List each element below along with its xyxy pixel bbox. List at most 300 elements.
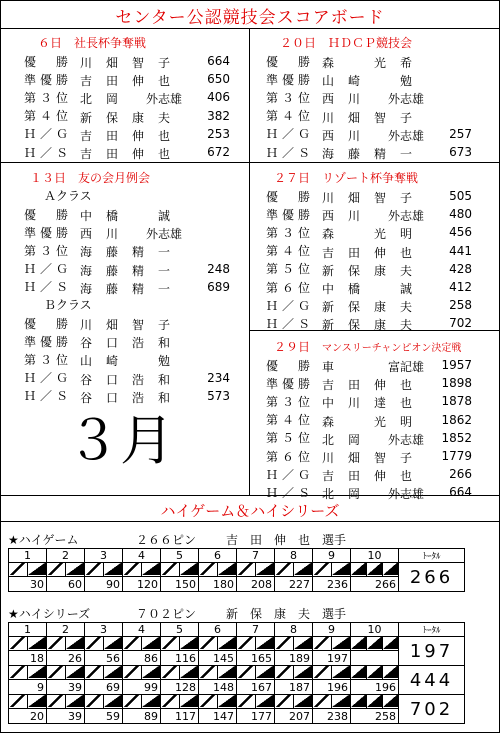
roll-box [47, 563, 66, 577]
panel-header: ２０日 ＨＤＣＰ競技会 [280, 36, 413, 50]
roll-box [237, 637, 256, 651]
name-char: 夫 [399, 300, 413, 315]
roll-box [104, 563, 123, 577]
result-row [24, 52, 244, 70]
name-char: 精 [131, 263, 145, 278]
cumulative-score: 147 [199, 709, 237, 724]
roll-mark [294, 694, 312, 707]
roll-mark [85, 562, 103, 575]
roll-mark [313, 562, 331, 575]
name-char: 海 [79, 245, 93, 260]
roll-mark [351, 665, 366, 678]
rank-label: Ｈ／Ｓ [24, 145, 68, 160]
name-char: 新 [321, 300, 335, 315]
result-row [266, 52, 496, 70]
roll-mark [275, 636, 293, 649]
player-name [76, 352, 194, 369]
score-value: 1862 [441, 412, 472, 427]
name-char: 吉 [79, 147, 93, 162]
roll-box [332, 695, 351, 709]
result-row [24, 332, 244, 350]
high-series-pins: ７０２ピン [136, 607, 197, 621]
roll-box [275, 637, 294, 651]
roll-mark [313, 636, 331, 649]
panel-header: １３日 友の会月例会 [30, 171, 151, 185]
roll-mark [351, 694, 366, 707]
player-name [76, 243, 194, 260]
frame-number: 7 [237, 549, 275, 563]
score-value: 253 [207, 126, 230, 141]
roll-mark [104, 694, 122, 707]
frame-number: 10 [351, 623, 399, 637]
roll-box [383, 637, 399, 651]
roll-mark [383, 562, 398, 575]
roll-mark [142, 694, 160, 707]
roll-box [351, 563, 367, 577]
cumulative-score: 116 [161, 651, 199, 666]
name-char: 也 [157, 74, 171, 89]
rank-label: Ｈ／Ｓ [24, 389, 68, 404]
player-name [76, 262, 194, 276]
name-char: 川 [347, 128, 361, 143]
player-name [318, 376, 436, 393]
name-char: 智 [131, 318, 145, 333]
name-char: 中 [321, 282, 335, 297]
frame-number: 1 [9, 623, 47, 637]
score-value: 664 [449, 485, 472, 500]
bowling-title: ハイゲーム＆ハイシリーズ [160, 502, 340, 520]
cumulative-score: 18 [9, 651, 47, 666]
roll-mark [256, 665, 274, 678]
name-char: 森 [321, 56, 335, 71]
frame-number: 1 [9, 549, 47, 563]
result-row [266, 429, 498, 447]
cumulative-score: 59 [85, 709, 123, 724]
player-name [318, 225, 436, 242]
panel-header: ２７日 リゾート杯争奪戦 [274, 171, 419, 185]
cumulative-score: 177 [237, 709, 275, 724]
name-char: 也 [399, 396, 413, 411]
roll-box [237, 563, 256, 577]
result-list [266, 52, 496, 161]
rank-label: 優勝 [24, 54, 68, 69]
name-char: 谷 [79, 336, 93, 351]
name-char: 和 [157, 390, 171, 405]
frame-number: 7 [237, 623, 275, 637]
roll-mark [383, 665, 398, 678]
roll-box [28, 563, 47, 577]
player-name [318, 316, 436, 333]
name-char: 森 [321, 227, 335, 242]
high-game-pins: ２６６ピン [136, 533, 197, 547]
roll-box [199, 666, 218, 680]
name-char: 川 [79, 318, 93, 333]
rank-label: Ｈ／Ｓ [24, 280, 68, 295]
roll-mark [367, 665, 382, 678]
rank-label: Ｈ／Ｇ [266, 127, 310, 142]
page-title: センター公認競技会スコアボード [115, 8, 385, 28]
name-char: 外志雄 [387, 432, 425, 447]
panel-header [266, 338, 498, 356]
roll-mark [66, 665, 84, 678]
result-list [266, 356, 498, 502]
name-char: 畑 [347, 451, 361, 466]
score-value: 1898 [441, 376, 472, 391]
cumulative-score: 167 [237, 680, 275, 695]
cumulative-score: 90 [85, 577, 123, 592]
roll-box [161, 695, 180, 709]
cumulative-score: 9 [9, 680, 47, 695]
name-char: 浩 [131, 372, 145, 387]
roll-box [332, 666, 351, 680]
name-char: 山 [79, 354, 93, 369]
cumulative-score: 196 [351, 680, 399, 695]
name-char: 康 [131, 110, 145, 125]
roll-box [85, 637, 104, 651]
rank-label: Ｈ／Ｓ [266, 145, 310, 160]
player-name [76, 280, 194, 294]
score-value: 428 [449, 261, 472, 276]
result-row [266, 143, 496, 161]
name-char: 川 [321, 110, 335, 125]
name-char: 岡 [105, 92, 119, 107]
result-row [24, 314, 244, 332]
high-game-player: 吉 田 伸 也 選手 [226, 533, 347, 547]
roll-mark [367, 694, 382, 707]
name-char: 藤 [347, 147, 361, 162]
roll-mark [332, 636, 350, 649]
result-row [266, 356, 498, 374]
frame-number: 6 [199, 623, 237, 637]
result-row [266, 374, 498, 392]
rank-label: Ｈ／Ｇ [266, 298, 310, 313]
roll-box [237, 666, 256, 680]
roll-mark [218, 636, 236, 649]
cumulative-score: 128 [161, 680, 199, 695]
high-game-label: ★ハイゲーム [8, 533, 79, 547]
name-char: 新 [321, 263, 335, 278]
name-char: 西 [79, 227, 93, 242]
cumulative-score: 236 [313, 577, 351, 592]
score-value: 406 [207, 90, 230, 105]
name-char: 川 [347, 396, 361, 411]
name-char: 外志雄 [387, 92, 425, 107]
roll-box [9, 695, 28, 709]
name-char: 子 [399, 451, 413, 466]
name-char: 康 [373, 318, 387, 333]
roll-box [351, 637, 367, 651]
player-name [318, 207, 436, 224]
rank-label: 優勝 [266, 54, 310, 69]
roll-box [383, 666, 399, 680]
cumulative-score: 56 [85, 651, 123, 666]
roll-box [180, 695, 199, 709]
name-char: 川 [321, 451, 335, 466]
roll-mark [47, 562, 65, 575]
roll-mark [123, 694, 141, 707]
roll-mark [9, 562, 27, 575]
roll-box [351, 695, 367, 709]
name-char: 外志雄 [387, 128, 425, 143]
player-name [318, 298, 436, 315]
player-name [76, 316, 194, 333]
cumulative-score: 189 [275, 651, 313, 666]
roll-box [275, 695, 294, 709]
cumulative-score: 20 [9, 709, 47, 724]
score-value: 573 [207, 388, 230, 403]
frame-number: 3 [85, 623, 123, 637]
name-char: 新 [321, 318, 335, 333]
roll-box [161, 637, 180, 651]
game-total: 266 [399, 563, 465, 592]
player-name [76, 207, 194, 224]
roll-mark [85, 665, 103, 678]
cumulative-score: 187 [275, 680, 313, 695]
roll-mark [66, 562, 84, 575]
name-char: 夫 [399, 263, 413, 278]
roll-box [256, 666, 275, 680]
result-row [266, 107, 496, 125]
player-name [76, 72, 194, 89]
roll-box [367, 637, 383, 651]
roll-box [85, 695, 104, 709]
roll-mark [161, 636, 179, 649]
score-value: 672 [207, 145, 230, 160]
roll-mark [28, 562, 46, 575]
name-char: 吉 [321, 469, 335, 484]
roll-mark [256, 694, 274, 707]
result-row [266, 88, 496, 106]
score-value: 441 [449, 243, 472, 258]
name-char: 也 [157, 147, 171, 162]
rank-label: 第３位 [24, 90, 68, 105]
divider-top [0, 28, 500, 29]
frame-number: 4 [123, 623, 161, 637]
result-row [24, 278, 244, 296]
name-char: 岡 [347, 487, 361, 502]
result-row [266, 411, 498, 429]
name-char: 田 [105, 128, 119, 143]
roll-box [351, 666, 367, 680]
name-char: 西 [321, 92, 335, 107]
rank-label: 優勝 [266, 189, 310, 204]
name-char: 吉 [321, 378, 335, 393]
roll-box [66, 637, 85, 651]
name-char: 達 [373, 396, 387, 411]
result-row [24, 223, 244, 241]
player-name [318, 72, 436, 89]
name-char: 保 [105, 110, 119, 125]
score-value: 382 [207, 108, 230, 123]
rank-label: 準優勝 [266, 376, 310, 391]
rank-label: 優勝 [24, 207, 68, 222]
cumulative-score: 86 [123, 651, 161, 666]
player-name [318, 127, 436, 141]
class-a-label: Ａクラス [44, 189, 92, 203]
frame-number: 10 [351, 549, 399, 563]
rank-label: 第３位 [24, 352, 68, 367]
result-row [24, 125, 244, 143]
roll-box [383, 695, 399, 709]
player-name [318, 358, 436, 375]
name-char: 子 [399, 191, 413, 206]
cumulative-score: 238 [313, 709, 351, 724]
rank-label: Ｈ／Ｇ [24, 371, 68, 386]
result-row [266, 483, 498, 501]
name-char: 北 [321, 487, 335, 502]
roll-box [332, 563, 351, 577]
roll-mark [85, 636, 103, 649]
roll-box [199, 637, 218, 651]
roll-mark [237, 562, 255, 575]
name-char: 口 [105, 336, 119, 351]
roll-mark [383, 694, 398, 707]
roll-box [85, 666, 104, 680]
name-char: 子 [157, 56, 171, 71]
name-char: 川 [321, 191, 335, 206]
roll-box [123, 563, 142, 577]
player-name [318, 467, 436, 484]
player-name [318, 262, 436, 276]
name-char: 藤 [105, 263, 119, 278]
roll-mark [85, 694, 103, 707]
total-header: ﾄｰﾀﾙ [399, 623, 465, 637]
name-char: 浩 [131, 390, 145, 405]
name-char: 口 [105, 372, 119, 387]
player-name [318, 280, 436, 297]
rank-label: 第３位 [266, 90, 310, 105]
cumulative-score: 145 [199, 651, 237, 666]
score-value: 266 [449, 467, 472, 482]
cumulative-score: 208 [237, 577, 275, 592]
roll-mark [332, 665, 350, 678]
roll-box [218, 563, 237, 577]
name-char: 智 [373, 191, 387, 206]
rank-label: 第５位 [266, 431, 310, 446]
panel-13th [24, 169, 244, 405]
score-value: 1779 [441, 449, 472, 464]
player-name [76, 225, 194, 242]
roll-box [104, 637, 123, 651]
name-char: 光 [373, 227, 387, 242]
frame-number: 8 [275, 549, 313, 563]
roll-box [199, 695, 218, 709]
rank-label: 第５位 [266, 262, 310, 277]
result-list [266, 187, 496, 333]
frame-number: 2 [47, 623, 85, 637]
high-series-player: 新 保 康 夫 選手 [226, 607, 347, 621]
roll-box [294, 637, 313, 651]
name-char: 田 [347, 245, 361, 260]
game-total: 197 [399, 637, 465, 666]
result-row [266, 260, 496, 278]
name-char: 川 [347, 209, 361, 224]
cumulative-score: 227 [275, 577, 313, 592]
roll-box [313, 666, 332, 680]
roll-mark [161, 562, 179, 575]
score-value: 412 [449, 280, 472, 295]
game-total: 702 [399, 695, 465, 724]
name-char: 中 [321, 396, 335, 411]
player-name [318, 145, 436, 162]
name-char: 外志雄 [145, 92, 183, 107]
roll-mark [294, 636, 312, 649]
result-row [266, 465, 498, 483]
name-char: 北 [321, 432, 335, 447]
roll-mark [180, 562, 198, 575]
result-row [24, 350, 244, 368]
player-name [76, 90, 194, 107]
result-row [24, 205, 244, 223]
name-char: 夫 [399, 318, 413, 333]
result-list [24, 52, 244, 161]
roll-mark [199, 562, 217, 575]
total-header: ﾄｰﾀﾙ [399, 549, 465, 563]
roll-box [275, 666, 294, 680]
frame-number: 6 [199, 549, 237, 563]
result-row [24, 88, 244, 106]
player-name [318, 413, 436, 427]
name-char: 希 [399, 56, 413, 71]
rank-label: Ｈ／Ｇ [266, 467, 310, 482]
roll-box [123, 695, 142, 709]
roll-mark [47, 636, 65, 649]
name-char: 精 [131, 245, 145, 260]
high-game-title [8, 531, 346, 548]
roll-box [66, 563, 85, 577]
roll-mark [123, 636, 141, 649]
panel-29th [266, 338, 498, 502]
name-char: 西 [321, 209, 335, 224]
roll-mark [142, 636, 160, 649]
name-char: 崎 [347, 74, 361, 89]
name-char: 川 [105, 227, 119, 242]
player-name [318, 485, 436, 502]
cumulative-score: 148 [199, 680, 237, 695]
frame-number: 3 [85, 549, 123, 563]
name-char: 北 [79, 92, 93, 107]
result-row [24, 107, 244, 125]
roll-mark [275, 562, 293, 575]
player-name [318, 189, 436, 206]
roll-box [313, 563, 332, 577]
roll-mark [28, 694, 46, 707]
roll-box [294, 563, 313, 577]
rank-label: 準優勝 [266, 72, 310, 87]
roll-mark [28, 665, 46, 678]
cumulative-score: 26 [47, 651, 85, 666]
name-char: 一 [399, 147, 413, 162]
roll-box [367, 695, 383, 709]
result-row [266, 314, 496, 332]
roll-mark [237, 665, 255, 678]
game-total: 444 [399, 666, 465, 695]
roll-box [313, 637, 332, 651]
roll-box [256, 563, 275, 577]
player-name [318, 431, 436, 445]
rank-label: Ｈ／Ｓ [266, 485, 310, 500]
name-char: 智 [373, 451, 387, 466]
cumulative-score: 120 [123, 577, 161, 592]
score-value: 664 [207, 54, 230, 69]
name-char: 勉 [399, 74, 413, 89]
roll-box [28, 637, 47, 651]
result-row [266, 278, 496, 296]
name-char: 口 [105, 390, 119, 405]
roll-mark [313, 694, 331, 707]
roll-box [294, 695, 313, 709]
roll-mark [383, 636, 398, 649]
